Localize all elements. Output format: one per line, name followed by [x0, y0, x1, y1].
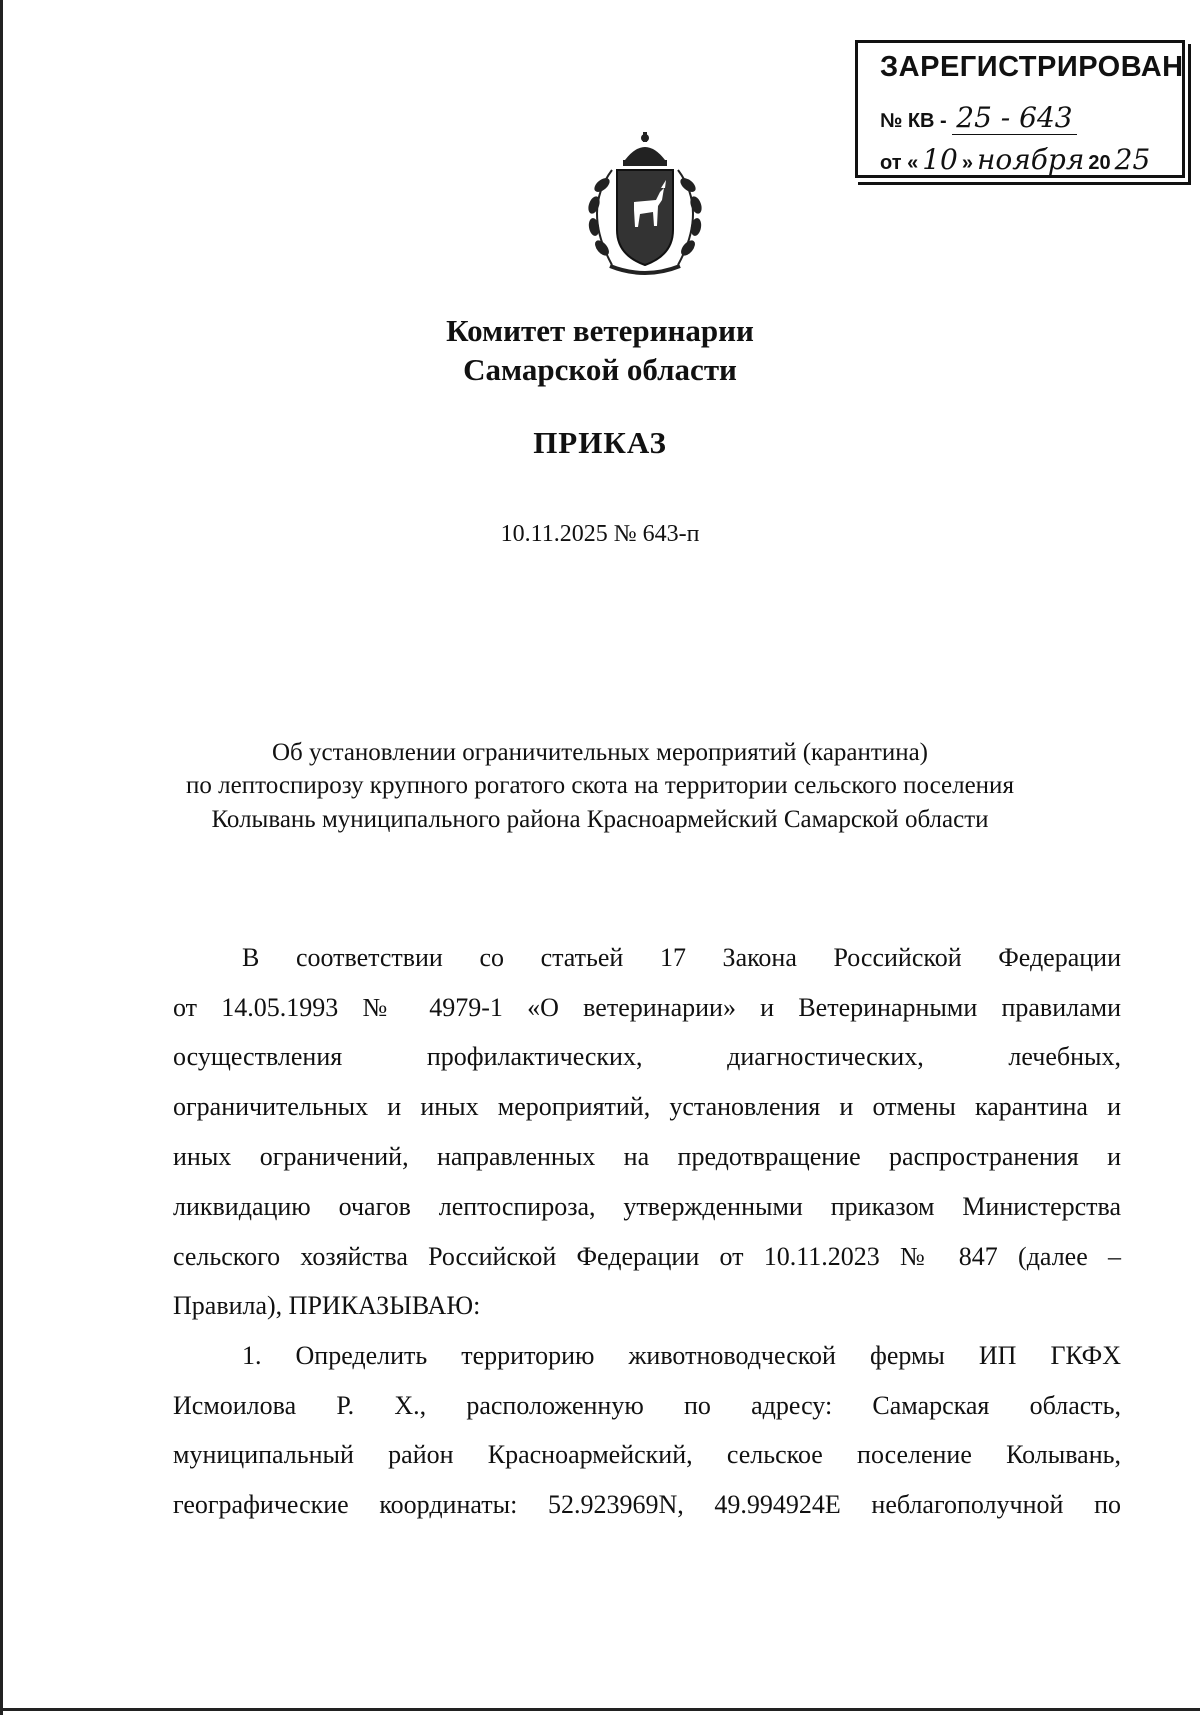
body-text-line: 1. Определить территорию животноводческой фермы ИП ГКФХ	[242, 1341, 1121, 1370]
body-text-line: Правила), ПРИКАЗЫВАЮ:	[173, 1291, 481, 1320]
page-edge-left	[0, 0, 3, 1715]
stamp-date-day: 10	[918, 143, 962, 177]
coat-of-arms-emblem	[572, 130, 718, 280]
page-edge-bottom	[0, 1708, 1200, 1711]
body-text-line: муниципальный район Красноармейский, сельское поселение Колывань,	[173, 1440, 1121, 1469]
body-text-line: географические координаты: 52.923969N, 49.994924E неблагополучной по	[173, 1490, 1121, 1519]
stamp-date-year: 25	[1111, 143, 1155, 177]
document-date-number: 10.11.2025 № 643-п	[500, 521, 700, 547]
subject-line: по лептоспирозу крупного рогатого скота на территории сельского поселения	[186, 772, 1014, 799]
body-text-line: В соответствии со статьей 17 Закона Российской Федерации	[242, 943, 1121, 972]
body-text-line: ограничительных и иных мероприятий, установления и отмены карантина и	[173, 1092, 1121, 1121]
body-text-line: сельского хозяйства Российской Федерации от 10.11.2023 № 847 (далее –	[173, 1242, 1121, 1271]
crown-icon	[623, 132, 667, 166]
registration-stamp	[855, 40, 1185, 178]
stamp-date-line	[880, 143, 1154, 176]
subject-line: Об установлении ограничительных мероприятий (карантина)	[271, 739, 929, 766]
body-text-line: иных ограничений, направленных на предотвращение распространения и	[173, 1142, 1121, 1171]
body-text-line: Исмоилова Р. Х., расположенную по адресу: Самарская область,	[173, 1391, 1121, 1420]
organization-name-line1: Комитет ветеринарии	[446, 313, 754, 348]
ribbon-icon	[610, 266, 680, 273]
body-text-line: ликвидацию очагов лептоспироза, утвержденными приказом Министерства	[173, 1192, 1121, 1221]
stamp-date-year-prefix: 20	[1088, 152, 1111, 174]
stamp-number-prefix: № КВ -	[880, 110, 947, 132]
stamp-date-month: ноября	[973, 143, 1088, 177]
document-type-title: ПРИКАЗ	[533, 425, 667, 460]
stamp-title: ЗАРЕГИСТРИРОВАН	[880, 51, 1184, 83]
stamp-number-handwritten: 25 - 643	[952, 101, 1076, 135]
stamp-date-prefix: от «	[880, 152, 919, 174]
subject-line: Колывань муниципального района Красноармейский Самарской области	[211, 806, 989, 833]
body-text-line: от 14.05.1993 № 4979-1 «О ветеринарии» и Ветеринарными правилами	[173, 993, 1121, 1022]
organization-name-line2: Самарской области	[463, 352, 737, 387]
body-text-line: осуществления профилактических, диагностических, лечебных,	[173, 1042, 1121, 1071]
stamp-date-mid: »	[961, 152, 973, 174]
stamp-number-line	[880, 101, 1077, 134]
